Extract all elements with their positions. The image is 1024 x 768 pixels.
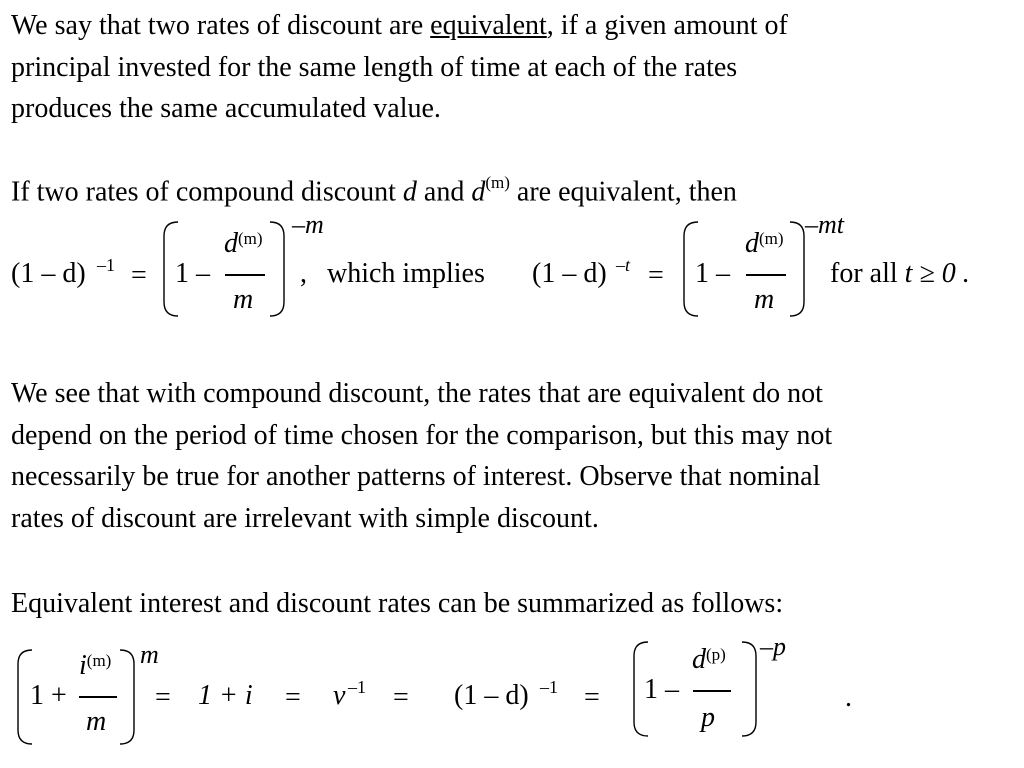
eq2-exponent-m: m bbox=[140, 640, 159, 669]
eq1-outer-exponent-2: –mt bbox=[805, 210, 844, 239]
eq1-right-paren-1 bbox=[268, 220, 288, 318]
eq1-lhs: (1 – d) bbox=[11, 258, 86, 289]
eq1-numerator-2: $d^{(m)}$ bbox=[745, 228, 784, 259]
eq2-v-exponent: –1 bbox=[348, 677, 366, 697]
compound-discount-intro bbox=[11, 173, 737, 208]
definition-line-3: produces the same accumulated value. bbox=[11, 93, 441, 124]
m-superscript: (m) bbox=[485, 173, 510, 192]
eq1-lhs-2-exponent: –t bbox=[616, 255, 631, 275]
observation-line-3: necessarily be true for another patterns of interest. Observe that nominal bbox=[11, 461, 821, 492]
eq2-equals-d: = bbox=[584, 682, 600, 713]
eq1-denominator-2: m bbox=[754, 284, 775, 315]
definition-line-2: principal invested for the same length of time at each of the rates bbox=[11, 52, 738, 83]
eq1-equals: = bbox=[131, 260, 147, 291]
eq2-equals-a: = bbox=[155, 682, 171, 713]
eq1-one-minus: 1 – bbox=[175, 258, 210, 289]
eq2-one-plus-i: 1 + i bbox=[198, 680, 253, 711]
var-dm: d bbox=[471, 176, 486, 208]
eq2-right-paren-2 bbox=[740, 640, 760, 738]
eq2-numerator-2: $d^{(p)}$ bbox=[692, 644, 726, 675]
eq2-one-minus: 1 – bbox=[644, 674, 679, 705]
observation-line-4: rates of discount are irrelevant with simple discount. bbox=[11, 503, 599, 534]
intro-and: and bbox=[416, 176, 472, 208]
definition-text-cont: , if a given amount of bbox=[546, 10, 788, 41]
eq2-denominator-2: p bbox=[701, 702, 715, 733]
which-implies-text: which implies bbox=[327, 258, 485, 289]
eq1-equals-2: = bbox=[648, 260, 664, 291]
eq2-equals-b: = bbox=[285, 682, 301, 713]
eq2-period: . bbox=[845, 682, 852, 713]
eq2-v: v bbox=[333, 680, 346, 711]
eq1-fraction-bar-2 bbox=[746, 274, 786, 276]
eq1-denominator: m bbox=[233, 284, 254, 315]
eq1-one-minus-2: 1 – bbox=[695, 258, 730, 289]
eq2-fraction-bar bbox=[79, 696, 117, 698]
for-all-text: for all t ≥ 0 . bbox=[830, 258, 970, 289]
intro-text: If two rates of compound discount bbox=[11, 176, 403, 208]
eq1-numerator: $d^{(m)}$ bbox=[224, 228, 263, 259]
definition-line-1 bbox=[11, 12, 788, 40]
eq2-one-minus-d-exponent: –1 bbox=[540, 677, 558, 697]
eq2-equals-c: = bbox=[393, 682, 409, 713]
summary-intro: Equivalent interest and discount rates can be summarized as follows: bbox=[11, 588, 784, 619]
eq2-one-plus: 1 + bbox=[30, 680, 67, 711]
eq2-right-paren-1 bbox=[118, 648, 138, 746]
var-d: d bbox=[402, 176, 417, 208]
eq1-outer-exponent: –m bbox=[292, 210, 324, 239]
eq2-fraction-bar-2 bbox=[693, 690, 731, 692]
observation-line-1: We see that with compound discount, the rates that are equivalent do not bbox=[11, 378, 823, 409]
eq1-comma: , bbox=[300, 258, 307, 289]
eq2-denominator: m bbox=[86, 706, 107, 737]
intro-end: are equivalent, then bbox=[509, 176, 737, 208]
eq2-exponent-p: –p bbox=[760, 632, 786, 661]
eq2-numerator: $i^{(m)}$ bbox=[79, 650, 112, 681]
eq1-lhs-2: (1 – d) bbox=[532, 258, 607, 289]
t-condition: t ≥ 0 . bbox=[904, 258, 970, 289]
observation-line-2: depend on the period of time chosen for the comparison, but this may not bbox=[11, 420, 833, 451]
eq2-one-minus-d: (1 – d) bbox=[454, 680, 529, 711]
eq1-fraction-bar bbox=[225, 274, 265, 276]
definition-text: We say that two rates of discount are bbox=[11, 10, 431, 41]
eq1-lhs-exponent: –1 bbox=[97, 255, 115, 275]
equivalent-term: equivalent bbox=[430, 10, 547, 41]
